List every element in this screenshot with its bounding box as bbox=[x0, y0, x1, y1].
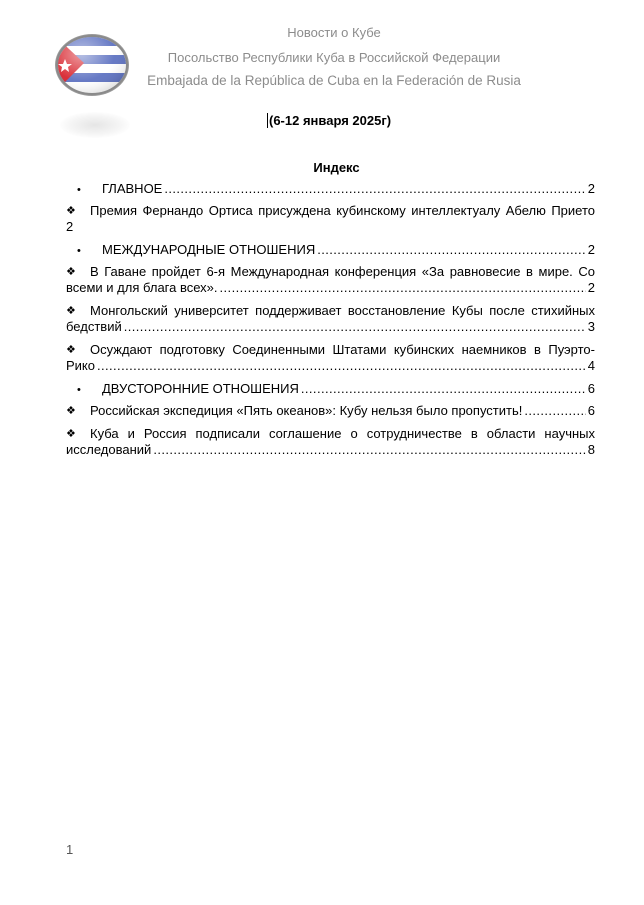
header-embassy-es: Embajada de la República de Cuba en la Federación de Rusia bbox=[147, 73, 521, 88]
toc-section-label: МЕЖДУНАРОДНЫЕ ОТНОШЕНИЯ bbox=[102, 242, 316, 257]
table-of-contents bbox=[66, 181, 595, 465]
toc-entry-title-cont bbox=[90, 403, 595, 419]
text-cursor bbox=[267, 113, 268, 128]
toc-entry-title-cont: Рико ..... 4 bbox=[66, 358, 595, 374]
toc-page-number: 2 bbox=[587, 181, 595, 196]
toc-page-number: 6 bbox=[587, 403, 595, 418]
toc-entry[interactable] bbox=[66, 203, 595, 235]
header-title: Новости о Кубе bbox=[287, 25, 381, 40]
toc-entry-title: В Гаване пройдет 6-я Международная конференция «За равновесие в мире. Со bbox=[90, 264, 595, 279]
toc-page-number: 2 bbox=[587, 242, 595, 257]
diamond-bullet-icon: ❖ bbox=[66, 305, 76, 317]
toc-title: Индекс bbox=[313, 160, 360, 175]
date-range bbox=[267, 113, 391, 128]
diamond-bullet-icon: ❖ bbox=[66, 405, 76, 417]
toc-entry[interactable] bbox=[66, 426, 595, 458]
diamond-bullet-icon: ❖ bbox=[66, 344, 76, 356]
toc-page-number: 2 bbox=[587, 280, 595, 295]
logo-reflection bbox=[60, 112, 130, 138]
toc-entry[interactable] bbox=[66, 403, 595, 419]
diamond-bullet-icon: ❖ bbox=[66, 266, 76, 278]
bullet-icon: • bbox=[77, 384, 81, 396]
dot-leader bbox=[220, 280, 586, 296]
toc-entry-title: Российская экспедиция «Пять океанов»: Кубу нельзя было пропустить! bbox=[90, 403, 523, 418]
toc-entry-title: Осуждают подготовку Соединенными Штатами кубинских наемников в Пуэрто- bbox=[90, 342, 595, 357]
toc-section-label: ГЛАВНОЕ bbox=[102, 181, 163, 196]
toc-entry-title-cont: исследований ..... 8 bbox=[66, 442, 595, 458]
toc-entry-title-cont: бедствий ..... 3 bbox=[66, 319, 595, 335]
dot-leader bbox=[524, 403, 585, 419]
toc-entry-title-cont: 2 bbox=[66, 219, 74, 234]
dot-leader bbox=[317, 242, 586, 258]
toc-section[interactable] bbox=[66, 181, 595, 197]
toc-page-number: 3 bbox=[587, 319, 595, 334]
toc-entry[interactable] bbox=[66, 303, 595, 335]
dot-leader bbox=[164, 181, 585, 197]
date-range-text: (6-12 января 2025г) bbox=[269, 113, 392, 128]
toc-section[interactable] bbox=[66, 242, 595, 258]
toc-entry[interactable] bbox=[66, 264, 595, 296]
dot-leader bbox=[301, 381, 586, 397]
page-number: 1 bbox=[66, 842, 74, 857]
toc-entry-title: Куба и Россия подписали соглашение о сотрудничестве в области научных bbox=[90, 426, 595, 441]
bullet-icon: • bbox=[77, 184, 81, 196]
dot-leader bbox=[97, 358, 586, 374]
toc-section-label: ДВУСТОРОННИЕ ОТНОШЕНИЯ bbox=[102, 381, 299, 396]
diamond-bullet-icon: ❖ bbox=[66, 205, 76, 217]
diamond-bullet-icon: ❖ bbox=[66, 428, 76, 440]
toc-page-number: 6 bbox=[587, 381, 595, 396]
toc-entry-title: Монгольский университет поддерживает восстановление Кубы после стихийных bbox=[90, 303, 595, 318]
toc-entry[interactable] bbox=[66, 342, 595, 374]
dot-leader bbox=[153, 442, 585, 458]
bullet-icon: • bbox=[77, 245, 81, 257]
toc-section[interactable] bbox=[66, 381, 595, 397]
toc-entry-title: Премия Фернандо Ортиса присуждена кубинскому интеллектуалу Абелю Прието bbox=[90, 203, 595, 218]
dot-leader bbox=[124, 319, 586, 335]
toc-page-number: 4 bbox=[587, 358, 595, 373]
toc-page-number: 8 bbox=[587, 442, 595, 457]
header-embassy-ru: Посольство Республики Куба в Российской Федерации bbox=[167, 50, 501, 65]
toc-entry-title-cont: всеми и для блага всех». ..... 2 bbox=[66, 280, 595, 296]
